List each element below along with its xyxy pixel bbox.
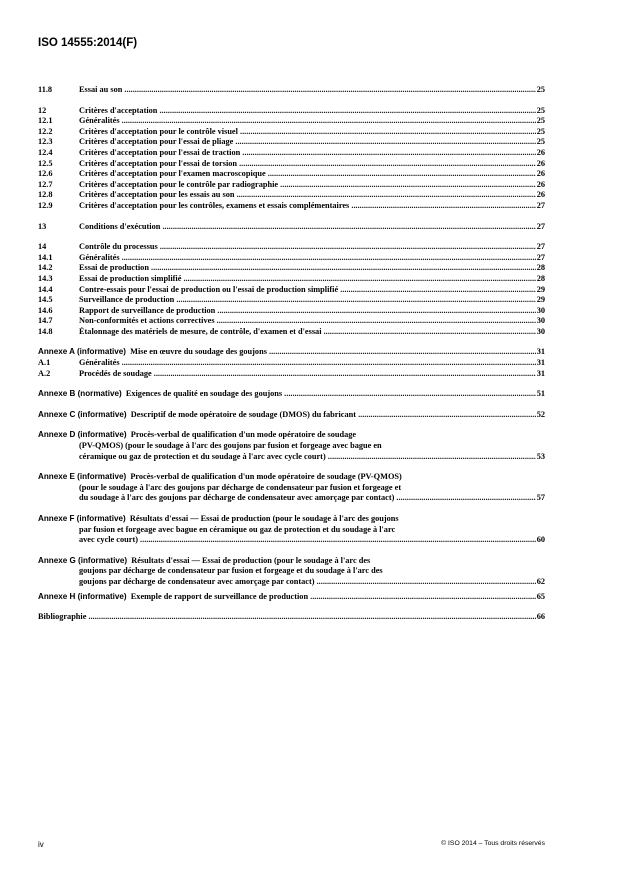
toc-page: 26 [536,158,545,168]
toc-title: Surveillance de production ..... [79,295,536,306]
toc-title: Essai au son ..... [79,85,536,96]
toc-title: Bibliographie ..... [38,612,536,623]
toc-page: 31 [536,347,545,357]
toc-entry-a-2[interactable] [38,369,545,380]
annex-title-line3: avec cycle court) ..... [79,535,536,546]
toc-entry-12-5[interactable] [38,159,545,170]
toc-page: 29 [536,295,545,305]
annex-label: Annexe F (informative) [38,514,126,523]
toc-number: 14.5 [38,295,53,305]
toc-page: 31 [536,358,545,368]
toc-entry-12-8[interactable] [38,190,545,201]
annex-title-line2: goujons par décharge de condensateur par fusion et forgeage et du soudage à l'arc des [79,566,383,576]
toc-group-12 [38,106,545,212]
toc-entry-14-5[interactable] [38,295,545,306]
toc-group-11 [38,85,545,96]
toc-title: Critères d'acceptation pour l'essai de torsion ..... [79,159,536,170]
annex-title-line3: céramique ou gaz de protection et du soudage à l'arc avec cycle court) ..... [79,452,536,463]
toc-page: 51 [536,389,545,399]
toc-page: 27 [536,242,545,252]
toc-page: 31 [536,368,545,378]
toc-entry-12-4[interactable] [38,148,545,159]
toc-number: 13 [38,221,47,231]
toc-page: 25 [536,105,545,115]
toc-group-14 [38,242,545,337]
toc-title: Conditions d'exécution ..... [79,222,536,233]
toc-title: Étalonnage des matériels de mesure, de contrôle, d'examen et d'essai ..... [79,327,536,338]
toc-entry-11-8[interactable] [38,85,545,96]
toc-title: Critères d'acceptation pour le contrôle visuel ..... [79,127,536,138]
annex-label: Annexe C (informative) [38,409,127,419]
toc-title: Critères d'acceptation pour les contrôles, examens et essais complémentaires ..... [79,201,536,212]
toc-title: Critères d'acceptation pour le contrôle par radiographie ..... [79,180,536,191]
toc-page: 26 [536,190,545,200]
toc-page: 29 [536,284,545,294]
annex-title-line1: Résultats d'essai — Essai de production (pour le soudage à l'arc des [131,555,371,565]
toc-entry-14-8[interactable] [38,327,545,338]
toc-entry-12-3[interactable] [38,137,545,148]
toc-page: 28 [536,273,545,283]
annex-title: Exemple de rapport de surveillance de production [130,591,309,601]
toc-title: Contre-essais pour l'essai de production ou l'essai de production simplifié ..... [79,285,536,296]
toc-number: A.1 [38,358,51,368]
toc-title: Généralités ..... [79,358,536,369]
toc-entry-14-4[interactable] [38,285,545,296]
toc-page: 27 [536,252,545,262]
toc-number: 14.3 [38,273,53,283]
toc-entry-12-9[interactable] [38,201,545,212]
toc-number: 12 [38,105,47,115]
toc-entry-annex-a[interactable] [38,347,545,358]
toc-title: Rapport de surveillance de production ..... [79,306,536,317]
toc-page: 25 [536,116,545,126]
toc-page: 30 [536,305,545,315]
toc-number: 14.6 [38,305,53,315]
toc-page: 27 [536,200,545,210]
annex-label: Annexe D (informative) [38,430,127,440]
toc-number: 14.2 [38,263,53,273]
toc-entry-bibliography[interactable] [38,612,545,623]
toc-page: 65 [536,591,545,601]
annex-title: Mise en œuvre du soudage des goujons [130,347,267,357]
toc-number: A.2 [38,368,51,378]
toc-title: Critères d'acceptation pour l'examen macroscopique ..... [79,169,536,180]
toc-number: 12.7 [38,179,53,189]
toc-page: 26 [536,169,545,179]
toc-entry-12-1[interactable] [38,116,545,127]
toc-title: Généralités ..... [79,116,536,127]
toc-number: 12.3 [38,137,53,147]
annex-title-line2: (pour le soudage à l'arc des goujons par décharge de condensateur par fusion et forgeage et [79,482,402,492]
toc-entry-annex-f[interactable] [38,514,545,546]
toc-entry-annex-e[interactable] [38,472,545,504]
annex-label: Annexe G (informative) [38,555,128,565]
toc-entry-annex-h[interactable] [38,592,545,603]
footer-page-number: iv [38,840,44,849]
toc-entry-annex-d[interactable] [38,430,545,462]
toc-number: 12.6 [38,169,53,179]
annex-title-line1: Procès-verbal de qualification d'un mode opératoire de soudage (PV-QMOS) [130,472,402,482]
annex-title: Descriptif de mode opératoire de soudage (DMOS) du fabricant [130,409,356,419]
annex-label: Annexe E (informative) [38,472,127,482]
toc-entry-14-1[interactable] [38,253,545,264]
toc-entry-14-7[interactable] [38,316,545,327]
toc-number: 12.2 [38,126,53,136]
toc-page: 27 [536,221,545,231]
toc-number: 14.7 [38,316,53,326]
toc-page: 26 [536,147,545,157]
toc-entry-annex-c[interactable] [38,410,545,421]
toc-entry-12[interactable] [38,106,545,117]
toc-number: 14.1 [38,252,53,262]
toc-title: Non-conformités et actions correctives ..... [79,316,536,327]
table-of-contents [38,85,545,623]
toc-title: Essai de production simplifié ..... [79,274,536,285]
toc-title: Essai de production ..... [79,263,536,274]
toc-title: Critères d'acceptation pour l'essai de pliage ..... [79,137,536,148]
toc-page: 30 [536,326,545,336]
toc-number: 12.5 [38,158,53,168]
toc-page: 62 [536,576,545,586]
toc-number: 12.9 [38,200,53,210]
toc-entry-13[interactable] [38,222,545,233]
toc-entry-12-2[interactable] [38,127,545,138]
toc-page: 57 [536,493,545,503]
toc-page: 52 [536,409,545,419]
annex-title-line3: goujons par décharge de condensateur avec amorçage par contact) ..... [79,577,536,588]
toc-page: 25 [536,126,545,136]
toc-number: 12.8 [38,190,53,200]
toc-number: 14 [38,242,47,252]
toc-title: Généralités ..... [79,253,536,264]
toc-page: 53 [536,451,545,461]
toc-entry-14-2[interactable] [38,263,545,274]
toc-number: 14.8 [38,326,53,336]
toc-page: 66 [536,612,545,622]
toc-page: 28 [536,263,545,273]
toc-title: Critères d'acceptation pour l'essai de traction ..... [79,148,536,159]
toc-title: Procédés de soudage ..... [79,369,536,380]
annex-title: Exigences de qualité en soudage des goujons [125,389,283,399]
annex-title-line2: par fusion et forgeage avec bague en céramique ou gaz de protection et du soudage à l'arc [79,524,396,534]
toc-title: Critères d'acceptation pour les essais au son ..... [79,190,536,201]
annex-title-line2: (PV-QMOS) (pour le soudage à l'arc des goujons par fusion et forgeage avec bague en [79,441,382,451]
toc-number: 14.4 [38,284,53,294]
footer-copyright: © ISO 2014 – Tous droits réservés [441,840,545,847]
toc-title: Critères d'acceptation ..... [79,106,536,117]
toc-entry-annex-g[interactable] [38,556,545,588]
annex-label: Annexe B (normative) [38,389,122,399]
toc-page: 26 [536,179,545,189]
toc-page: 25 [536,85,545,94]
document-header-title: ISO 14555:2014(F) [38,37,138,49]
toc-entry-12-7[interactable] [38,180,545,191]
toc-entry-14-3[interactable] [38,274,545,285]
toc-title: Contrôle du processus ..... [79,242,536,253]
toc-entry-a-1[interactable] [38,358,545,369]
toc-entry-14-6[interactable] [38,306,545,317]
toc-page: 60 [536,535,545,545]
annex-label: Annexe H (informative) [38,591,127,601]
annex-title-line1: Résultats d'essai — Essai de production (pour le soudage à l'arc des goujons [129,514,399,523]
toc-entry-annex-b[interactable] [38,389,545,400]
toc-number: 12.1 [38,116,53,126]
toc-annex-a [38,347,545,379]
toc-number: 11.8 [38,85,53,94]
annex-title-line3: du soudage à l'arc des goujons par décharge de condensateur avec amorçage par contact) ..... [79,493,536,504]
toc-entry-14[interactable] [38,242,545,253]
toc-entry-12-6[interactable] [38,169,545,180]
annex-title-line1: Procès-verbal de qualification d'un mode opératoire de soudage [130,430,357,440]
toc-page: 25 [536,137,545,147]
annex-label: Annexe A (informative) [38,347,126,357]
toc-group-13 [38,222,545,233]
toc-number: 12.4 [38,147,53,157]
toc-page: 30 [536,316,545,326]
